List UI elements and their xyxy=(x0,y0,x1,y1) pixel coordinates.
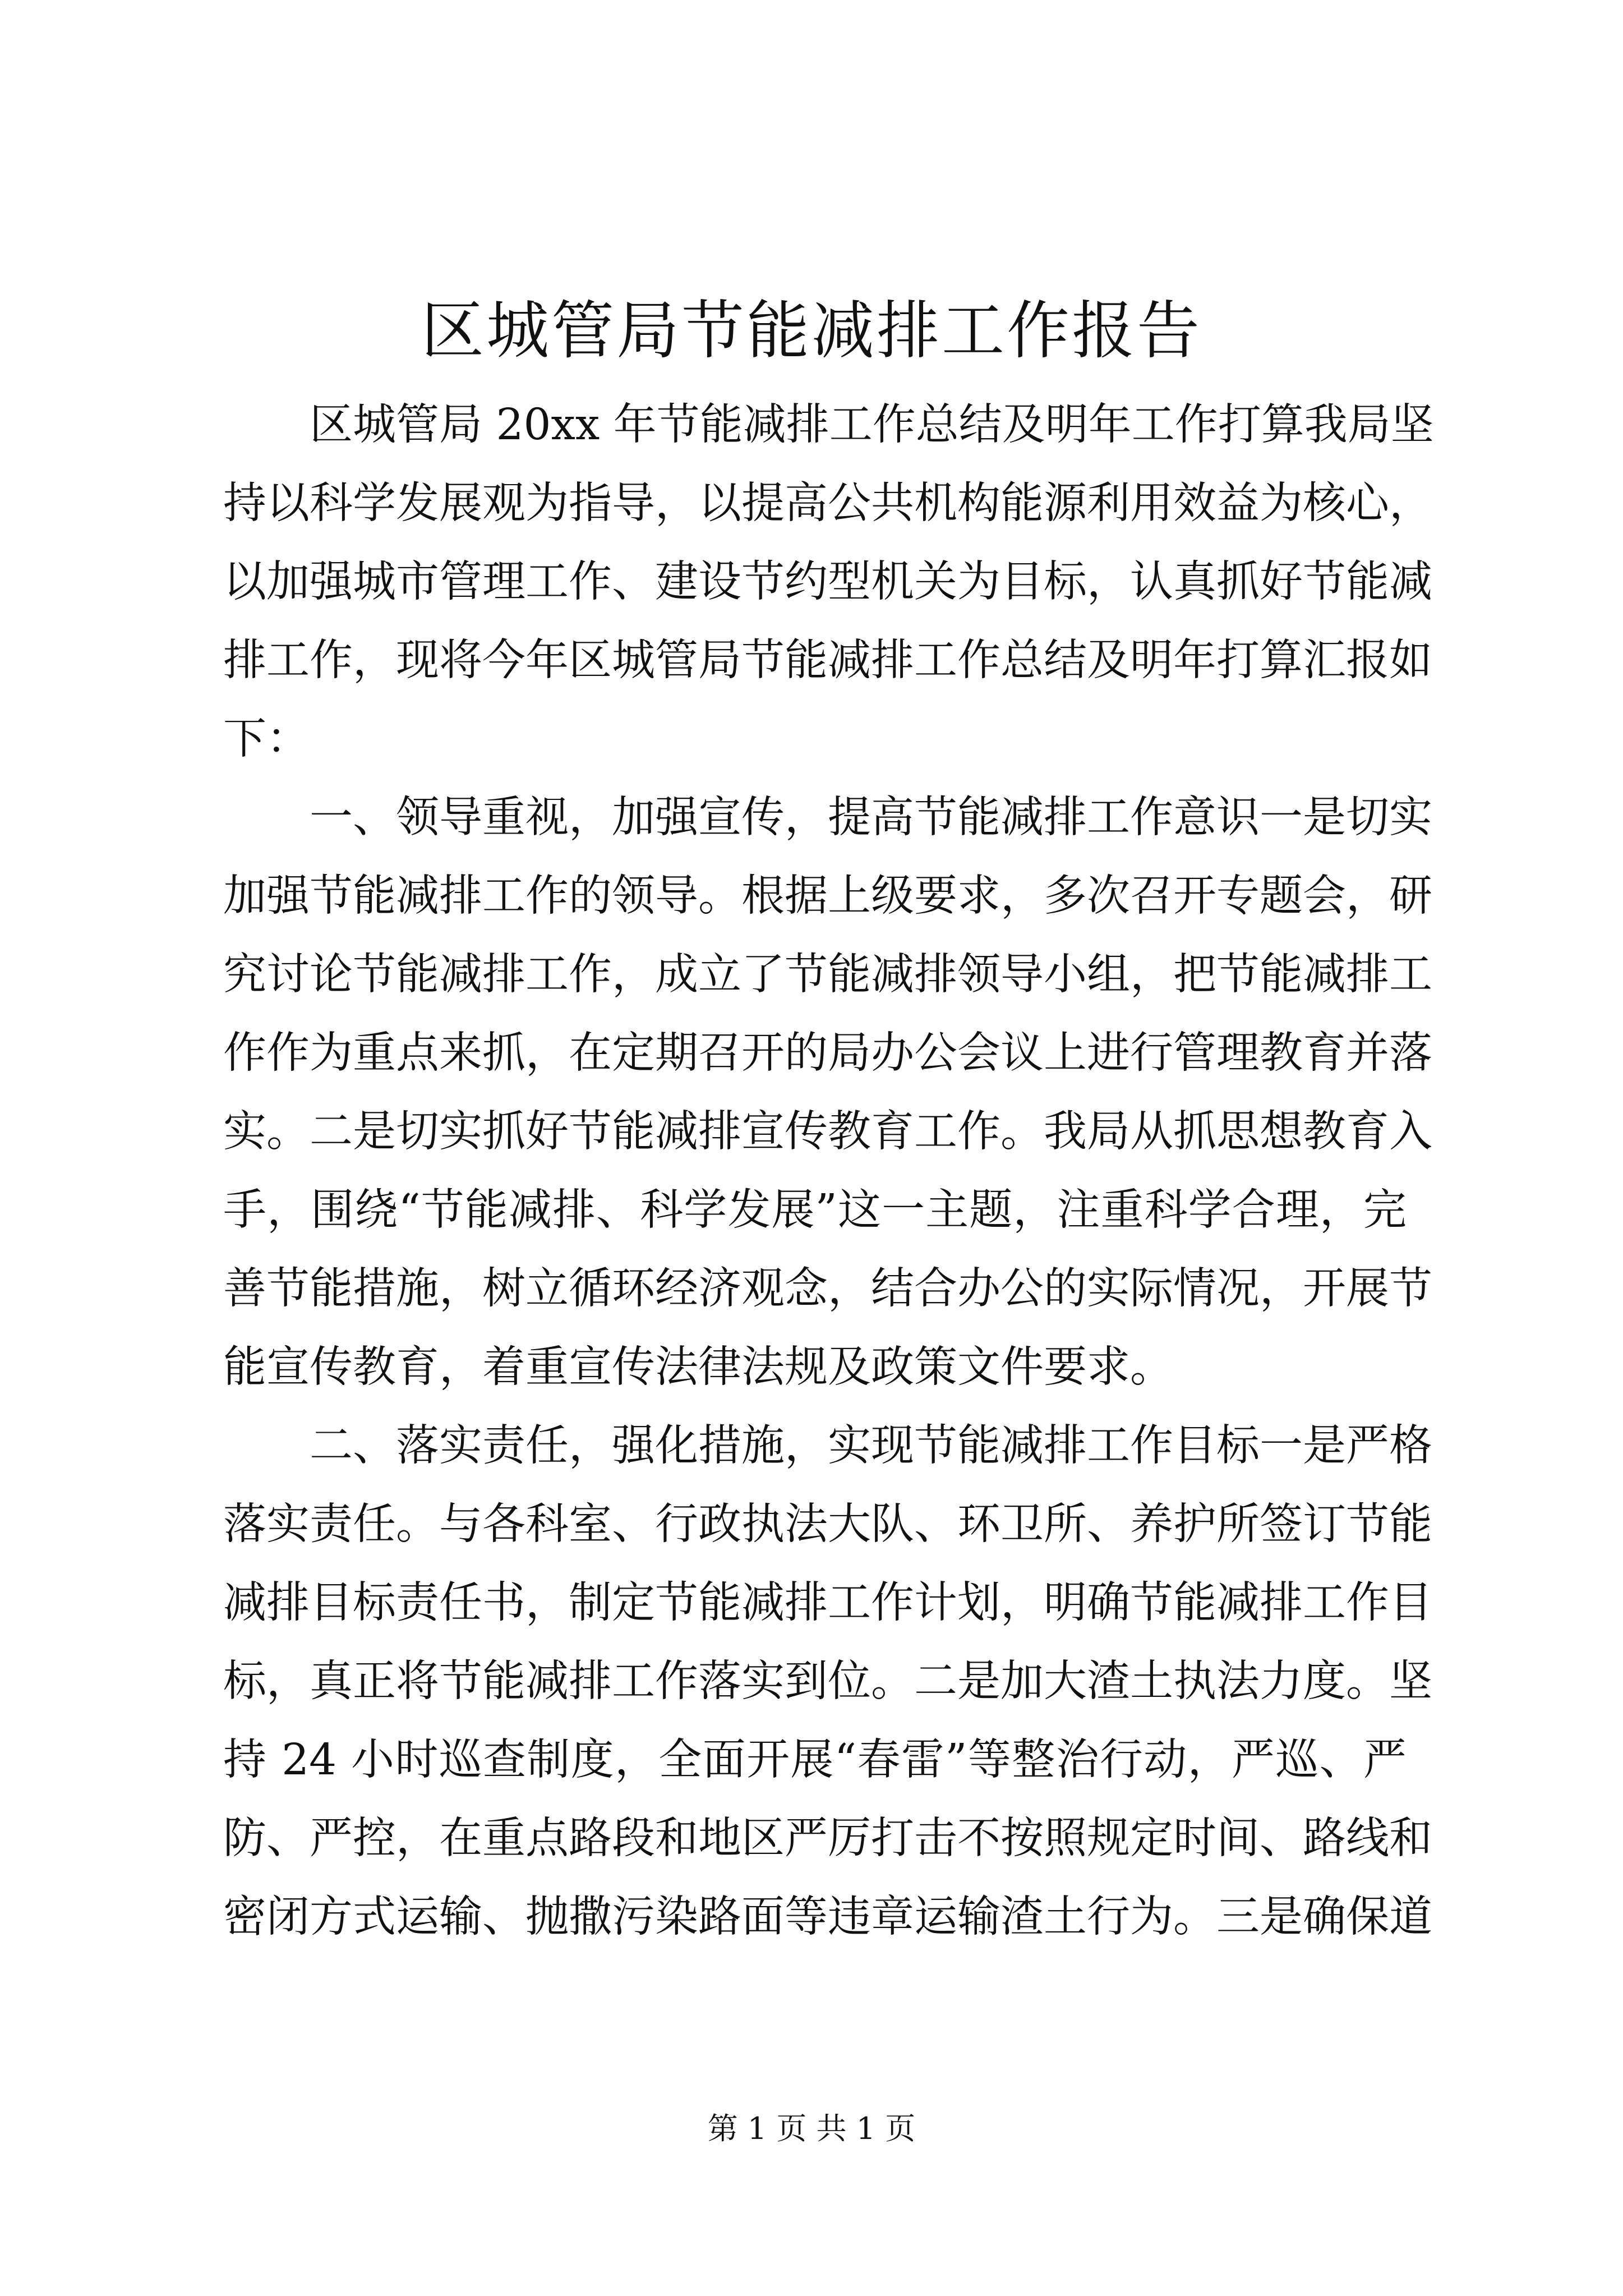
page-footer: 第 1 页 共 1 页 xyxy=(707,2111,916,2146)
body-line: 标，真正将节能减排工作落实到位。二是加大渣土执法力度。坚 xyxy=(223,1657,1432,1706)
body-line: 以加强城市管理工作、建设节约型机关为目标，认真抓好节能减 xyxy=(223,557,1432,607)
body-line: 实。二是切实抓好节能减排宣传教育工作。我局从抓思想教育入 xyxy=(223,1107,1432,1157)
body-line: 手，围绕“节能减排、科学发展”这一主题，注重科学合理，完 xyxy=(223,1185,1407,1235)
body-line: 善节能措施，树立循环经济观念，结合办公的实际情况，开展节 xyxy=(223,1264,1432,1314)
body-line: 持 24 小时巡查制度，全面开展“春雷”等整治行动，严巡、严 xyxy=(223,1735,1407,1785)
body-line: 究讨论节能减排工作，成立了节能减排领导小组，把节能减排工 xyxy=(223,950,1432,1000)
body-line: 落实责任。与各科室、行政执法大队、环卫所、养护所签订节能 xyxy=(223,1499,1432,1549)
body-line: 加强节能减排工作的领导。根据上级要求，多次召开专题会，研 xyxy=(223,871,1432,921)
document-title: 区城管局节能减排工作报告 xyxy=(421,295,1202,367)
body-line: 二、落实责任，强化措施，实现节能减排工作目标一是严格 xyxy=(223,1421,1432,1471)
body-line: 一、领导重视，加强宣传，提高节能减排工作意识一是切实 xyxy=(223,793,1432,843)
body-line: 作作为重点来抓，在定期召开的局办公会议上进行管理教育并落 xyxy=(223,1028,1432,1078)
body-line: 防、严控，在重点路段和地区严厉打击不按照规定时间、路线和 xyxy=(223,1814,1432,1864)
body-line: 持以科学发展观为指导，以提高公共机构能源利用效益为核心， xyxy=(223,478,1432,528)
body-line: 下： xyxy=(223,714,310,764)
body-line: 能宣传教育，着重宣传法律法规及政策文件要求。 xyxy=(223,1342,1173,1392)
body-line: 排工作，现将今年区城管局节能减排工作总结及明年打算汇报如 xyxy=(223,636,1432,685)
body-line: 密闭方式运输、抛撒污染路面等违章运输渣土行为。三是确保道 xyxy=(223,1892,1432,1942)
body-line: 减排目标责任书，制定节能减排工作计划，明确节能减排工作目 xyxy=(223,1578,1432,1628)
body-line: 区城管局 20xx 年节能减排工作总结及明年工作打算我局坚 xyxy=(223,400,1434,450)
document-body xyxy=(223,386,1434,1957)
